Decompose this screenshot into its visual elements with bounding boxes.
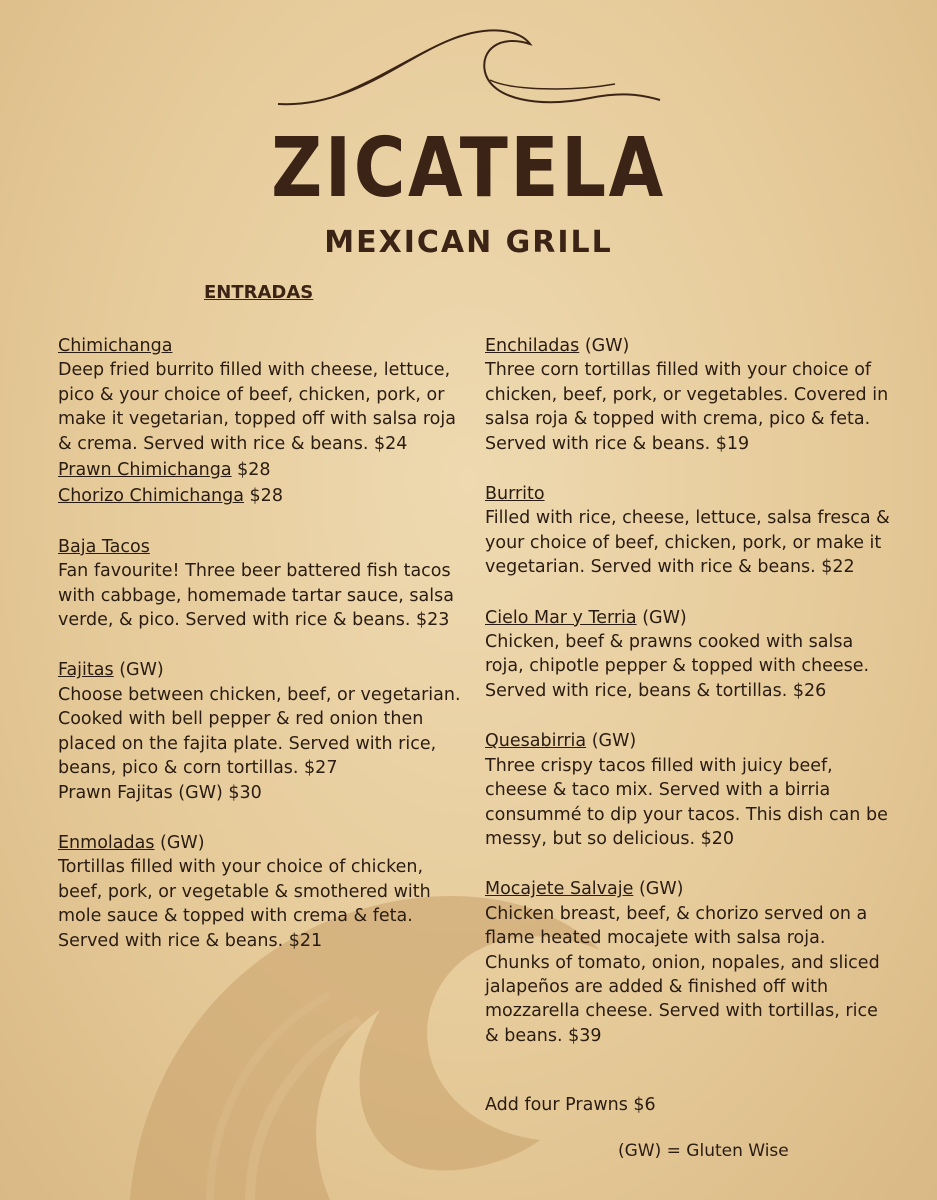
menu-column-left	[58, 334, 463, 979]
section-heading: ENTRADAS	[204, 282, 314, 303]
menu-extra-name: Chorizo Chimichanga	[58, 486, 244, 507]
menu-extra-price: $28	[243, 486, 283, 507]
menu-item-note: Prawn Fajitas (GW) $30	[58, 782, 262, 803]
restaurant-subtitle: MEXICAN GRILL	[324, 225, 613, 260]
menu-item-chimichanga	[58, 334, 463, 509]
menu-item-tag: (GW)	[586, 731, 637, 752]
menu-item-description: Three corn tortillas filled with your choice of chicken, beef, pork, or vegetables. Covered in salsa roja & topped with crema, pico & feta. Served with rice & beans. $19	[485, 360, 889, 454]
wave-logo-icon	[270, 20, 670, 120]
menu-item-name: Chimichanga	[58, 336, 173, 356]
menu-item-description: Chicken, beef & prawns cooked with salsa roja, chipotle pepper & topped with cheese. Served with rice, beans & tortillas. $26	[485, 632, 870, 701]
menu-item-enmoladas	[58, 831, 463, 953]
addon-note: Add four Prawns $6	[485, 1095, 656, 1115]
menu-item-tag: (GW)	[636, 607, 687, 628]
menu-item-tag: (GW)	[154, 832, 205, 853]
menu-item-name: Burrito	[485, 484, 545, 505]
menu-item-description: Chicken breast, beef, & chorizo served on a flame heated mocajete with salsa roja. Chunks of tomato, onion, nopales, and sliced jalapeños are added & finished off with mozzarella cheese. Served with tortillas, rice & beans. $39	[485, 903, 880, 1046]
menu-item-description: Deep fried burrito filled with cheese, lettuce, pico & your choice of beef, chicken, pork, or make it vegetarian, topped off with salsa roja & crema. Served with rice & beans. $24	[58, 360, 456, 454]
menu-item-description: Tortillas filled with your choice of chicken, beef, pork, or vegetable & smothered with mole sauce & topped with crema & feta. Served with rice & beans. $21	[58, 857, 431, 951]
menu-item-name: Enchiladas	[485, 336, 580, 356]
menu-item-burrito	[485, 482, 890, 580]
menu-item-name: Enmoladas	[58, 832, 155, 853]
menu-item-baja-tacos	[58, 535, 463, 633]
menu-extra-price: $28	[231, 460, 271, 481]
menu-column-right	[485, 334, 890, 1074]
menu-item-cielo-mar-y-terria	[485, 606, 890, 704]
menu-item-quesabirria	[485, 729, 890, 851]
menu-item-tag: (GW)	[113, 660, 164, 681]
menu-item-enchiladas	[485, 334, 890, 456]
legend-note: (GW) = Gluten Wise	[618, 1141, 789, 1161]
menu-item-name: Fajitas	[58, 660, 114, 681]
menu-item-fajitas	[58, 658, 463, 804]
menu-item-mocajete-salvaje	[485, 877, 890, 1048]
menu-item-tag: (GW)	[633, 879, 684, 900]
menu-item-description: Fan favourite! Three beer battered fish tacos with cabbage, homemade tartar sauce, salsa verde, & pico. Served with rice & beans. $23	[58, 561, 454, 631]
menu-item-name: Quesabirria	[485, 731, 587, 752]
menu-item-description: Choose between chicken, beef, or vegetarian. Cooked with bell pepper & red onion then placed on the fajita plate. Served with rice, beans, pico & corn tortillas. $27	[58, 684, 461, 779]
menu-item-name: Cielo Mar y Terria	[485, 607, 637, 628]
menu-item-tag: (GW)	[579, 336, 630, 356]
restaurant-name: ZICATELA	[271, 121, 666, 216]
menu-item-name: Baja Tacos	[58, 536, 150, 557]
menu-item-description: Three crispy tacos filled with juicy beef, cheese & taco mix. Served with a birria consummé to dip your tacos. This dish can be messy, but so delicious. $20	[485, 755, 888, 849]
menu-item-description: Filled with rice, cheese, lettuce, salsa fresca & your choice of beef, chicken, pork, or make it vegetarian. Served with rice & beans. $22	[485, 508, 890, 578]
menu-extra-name: Prawn Chimichanga	[58, 460, 232, 481]
menu-item-name: Mocajete Salvaje	[485, 879, 634, 900]
